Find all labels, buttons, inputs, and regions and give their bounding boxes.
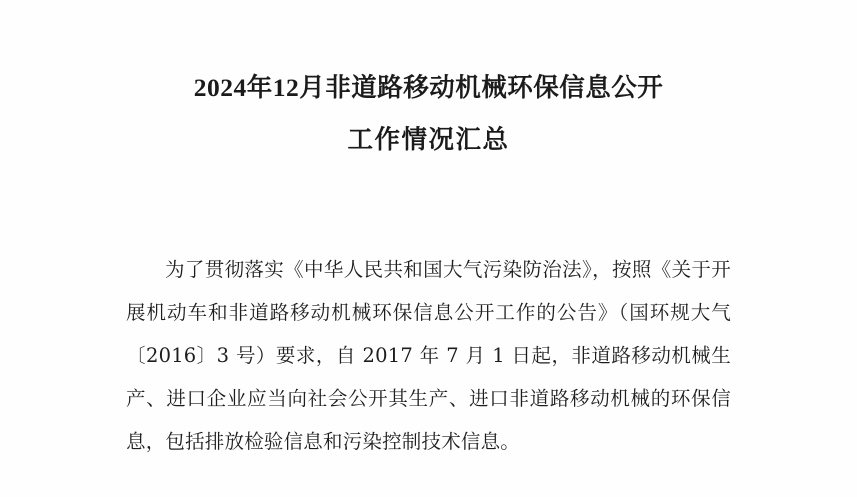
document-title: [126, 0, 731, 166]
title-paragraph-spacer: [126, 166, 731, 228]
body-paragraph-1: 为了贯彻落实《中华人民共和国大气污染防治法》，按照《关于开展机动车和非道路移动机械环保信息公开工作的公告》（国环规大气〔2016〕3 号）要求，自 2017 年 7 月 1 日起，非道路移动机械生产、进口企业应当向社会公开其生产、进口非道路移动机械的环保信息，包括排放检验信息和污染控制技术信息。: [126, 257, 731, 453]
title-line-1: 2024年12月非道路移动机械环保信息公开: [193, 73, 664, 102]
title-line-2: 工作情况汇总: [347, 125, 510, 154]
